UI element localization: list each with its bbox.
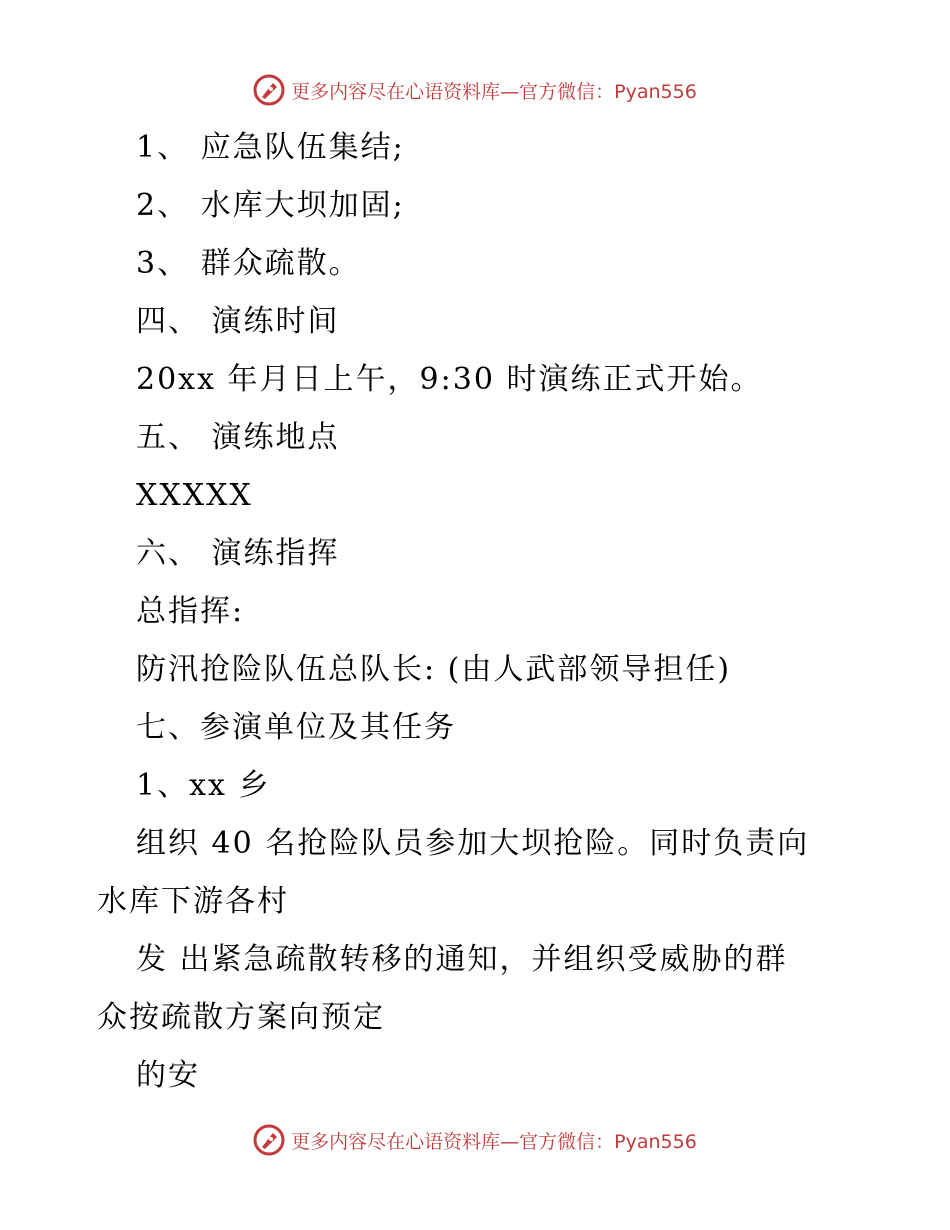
section-heading-time: 四、 演练时间 [136, 304, 340, 339]
list-item-2: 2、 水库大坝加固; [136, 188, 405, 223]
header-watermark-banner [0, 70, 950, 110]
paragraph-line: 发 出紧急疏散转移的通知，并组织受威胁的群 [136, 942, 788, 977]
paragraph-time: 20xx 年月日上午，9:30 时演练正式开始。 [136, 362, 763, 397]
section-heading-location: 五、 演练地点 [136, 420, 340, 455]
watermark-text: 更多内容尽在心语资料库—官方微信：Pyan556 [291, 1130, 697, 1153]
list-item-1: 1、 应急队伍集结; [136, 130, 405, 165]
paragraph-line: 水库下游各村 [97, 884, 289, 919]
paragraph-location: XXXXX [136, 478, 253, 513]
pen-nib-logo-icon [253, 74, 285, 106]
paragraph-team-leader: 防汛抢险队伍总队长: (由人武部领导担任) [136, 652, 732, 687]
footer-watermark-banner [0, 1120, 950, 1160]
pen-nib-logo-icon [253, 1124, 285, 1156]
paragraph-commander: 总指挥: [136, 594, 245, 629]
paragraph-line: 众按疏散方案向预定 [97, 1000, 385, 1035]
watermark-text: 更多内容尽在心语资料库—官方微信：Pyan556 [291, 80, 697, 103]
section-heading-command: 六、 演练指挥 [136, 536, 340, 571]
section-heading-units: 七、参演单位及其任务 [136, 710, 456, 745]
list-item-3: 3、 群众疏散。 [136, 246, 361, 281]
paragraph-line: 的安 [136, 1058, 200, 1093]
paragraph-line: 组织 40 名抢险队员参加大坝抢险。同时负责向 [136, 826, 810, 861]
subsection-heading-township: 1、xx 乡 [136, 768, 271, 803]
